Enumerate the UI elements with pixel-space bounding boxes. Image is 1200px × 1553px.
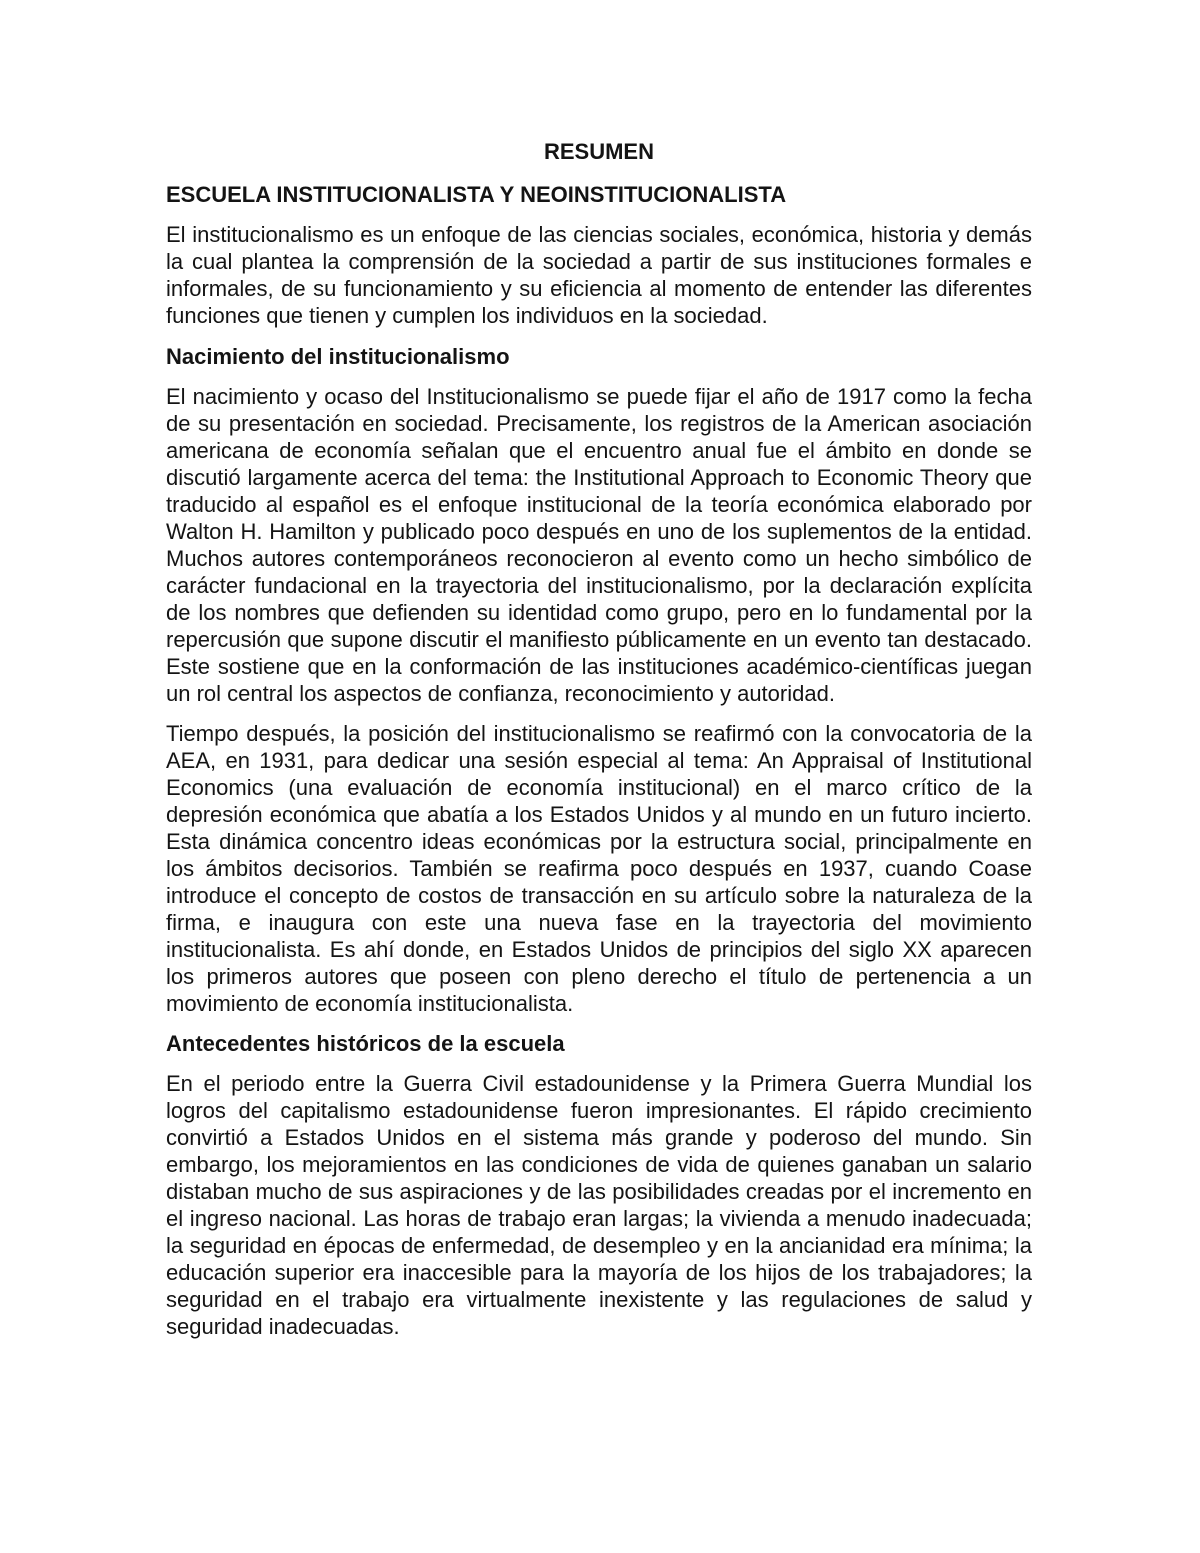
paragraph-nacimiento-1: El nacimiento y ocaso del Institucionalismo se puede fijar el año de 1917 como la fecha de su presentación en sociedad. Precisamente, los registros de la American asociación americana de economía señalan que el encuentro anual fue el ámbito en donde se discutió largamente acerca del tema: the Institutional Approach to Economic Theory que traducido al español es el enfoque institucional de la teoría económica elaborado por Walton H. Hamilton y publicado poco después en uno de los suplementos de la entidad. Muchos autores contemporáneos reconocieron al evento como un hecho simbólico de carácter fundacional en la trayectoria del institucionalismo, por la declaración explícita de los nombres que defienden su identidad como grupo, pero en lo fundamental por la repercusión que supone discutir el manifiesto públicamente en un evento tan destacado. Este sostiene que en la conformación de las instituciones académico-científicas juegan un rol central los aspectos de confianza, reconocimiento y autoridad. xyxy=(166,384,1032,706)
section-heading-antecedentes: Antecedentes históricos de la escuela xyxy=(166,1031,565,1056)
document-title: RESUMEN xyxy=(543,139,654,164)
document-page xyxy=(166,136,1032,1353)
section-heading-nacimiento: Nacimiento del institucionalismo xyxy=(166,344,510,369)
main-heading: ESCUELA INSTITUCIONALISTA Y NEOINSTITUCIONALISTA xyxy=(166,182,787,207)
intro-paragraph: El institucionalismo es un enfoque de las ciencias sociales, económica, historia y demás la cual plantea la comprensión de la sociedad a partir de sus instituciones formales e informales, de su funcionamiento y su eficiencia al momento de entender las diferentes funciones que tienen y cumplen los individuos en la sociedad. xyxy=(166,222,1032,328)
paragraph-antecedentes-1: En el periodo entre la Guerra Civil estadounidense y la Primera Guerra Mundial los logros del capitalismo estadounidense fueron impresionantes. El rápido crecimiento convirtió a Estados Unidos en el sistema más grande y poderoso del mundo. Sin embargo, los mejoramientos en las condiciones de vida de quienes ganaban un salario distaban mucho de sus aspiraciones y de las posibilidades creadas por el incremento en el ingreso nacional. Las horas de trabajo eran largas; la vivienda a menudo inadecuada; la seguridad en épocas de enfermedad, de desempleo y en la ancianidad era mínima; la educación superior era inaccesible para la mayoría de los hijos de los trabajadores; la seguridad en el trabajo era virtualmente inexistente y las regulaciones de salud y seguridad inadecuadas. xyxy=(166,1071,1032,1339)
paragraph-nacimiento-2: Tiempo después, la posición del institucionalismo se reafirmó con la convocatoria de la AEA, en 1931, para dedicar una sesión especial al tema: An Appraisal of Institutional Economics (una evaluación de economía institucional) en el marco crítico de la depresión económica que abatía a los Estados Unidos y al mundo en un futuro incierto. Esta dinámica concentro ideas económicas por la estructura social, principalmente en los ámbitos decisorios. También se reafirma poco después en 1937, cuando Coase introduce el concepto de costos de transacción en su artículo sobre la naturaleza de la firma, e inaugura con este una nueva fase en la trayectoria del movimiento institucionalista. Es ahí donde, en Estados Unidos de principios del siglo XX aparecen los primeros autores que poseen con pleno derecho el título de pertenencia a un movimiento de economía institucionalista. xyxy=(166,721,1032,1016)
